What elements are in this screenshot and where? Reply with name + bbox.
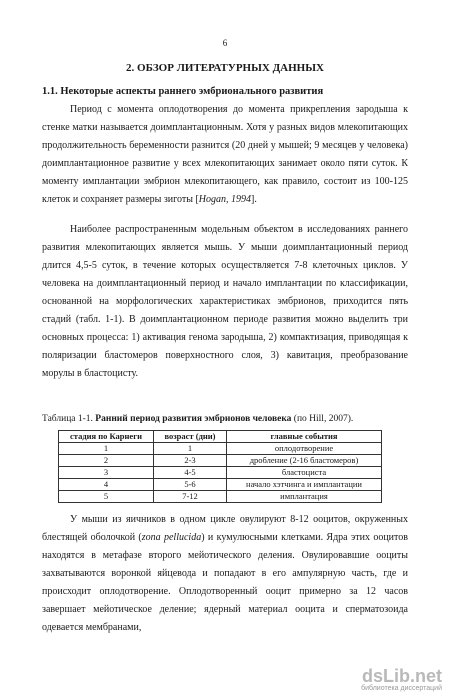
table-header-row bbox=[59, 431, 382, 443]
table-cell: 1 bbox=[59, 443, 154, 455]
paragraph-2-text: Наиболее распространенным модельным объектом в исследованиях раннего развития млекопитающих является мышь. У мыши доимплантационный период длится 4,5-5 суток, в течение которых осуществляется 7-8 клеточных циклов. У человека на доимплантационный период и начало имплантации по классификации, основанной на морфологических характеристиках эмбрионов, приходится пять стадий (табл. 1-1). В доимплантационном периоде развития можно выделить три основных процесса: 1) активация генома зародыша, 2) компактизация, приводящая к поляризации бластомеров поверхностного слоя, 3) кавитация, преобразование морулы в бластоцисту. bbox=[42, 224, 408, 379]
table-row bbox=[59, 479, 382, 491]
caption-title: Ранний период развития эмбрионов человека bbox=[95, 414, 292, 424]
page-number: 6 bbox=[222, 38, 228, 48]
table-cell: 1 bbox=[154, 443, 227, 455]
watermark-logo: dsLib.net bbox=[362, 666, 442, 686]
table-cell: имплантация bbox=[227, 491, 382, 503]
table-header-cell: возраст (дни) bbox=[154, 431, 227, 443]
watermark-subtitle: библиотека диссертаций bbox=[361, 685, 442, 692]
table-header-cell: главные события bbox=[227, 431, 382, 443]
table-cell: 4 bbox=[59, 479, 154, 491]
table-row bbox=[59, 491, 382, 503]
table-row bbox=[59, 443, 382, 455]
caption-prefix: Таблица 1-1. bbox=[42, 414, 96, 424]
section-title: 2. ОБЗОР ЛИТЕРАТУРНЫХ ДАННЫХ bbox=[126, 62, 324, 74]
table-caption bbox=[42, 414, 422, 424]
table-row bbox=[59, 467, 382, 479]
subsection-title: 1.1. Некоторые аспекты раннего эмбрионального развития bbox=[42, 86, 324, 97]
paragraph-1-text: Период с момента оплодотворения до момента прикрепления зародыша к стенке матки называется доимплантационным. Хотя у разных видов млекопитающих продолжительность беременности разнится (20 дней у мышей; 9 месяцев у человека) доимплантационное развитие у всех млекопитающих занимает около пяти суток. К моменту имплантации эмбрион млекопитающего, как правило, состоит из 100-125 клеток и сохраняет размеры зиготы [ bbox=[42, 104, 408, 205]
table-row bbox=[59, 455, 382, 467]
table-cell: 2-3 bbox=[154, 455, 227, 467]
table-cell: 5 bbox=[59, 491, 154, 503]
table-cell: начало хэтчинга и имплантации bbox=[227, 479, 382, 491]
caption-source: (по Hill, 2007). bbox=[291, 414, 354, 424]
table-cell: 3 bbox=[59, 467, 154, 479]
table-cell: дробление (2-16 бластомеров) bbox=[227, 455, 382, 467]
table-cell: 7-12 bbox=[154, 491, 227, 503]
table-cell: бластоциста bbox=[227, 467, 382, 479]
paragraph-1-end: ]. bbox=[251, 194, 257, 205]
table-cell: оплодотворение bbox=[227, 443, 382, 455]
table-header-cell: стадия по Карнеги bbox=[59, 431, 154, 443]
citation: Hogan, 1994 bbox=[198, 194, 252, 205]
table-cell: 4-5 bbox=[154, 467, 227, 479]
table-cell: 2 bbox=[59, 455, 154, 467]
watermark bbox=[312, 666, 442, 692]
paragraph-2 bbox=[42, 221, 408, 383]
paragraph-3 bbox=[42, 511, 408, 637]
paragraph-1 bbox=[42, 101, 408, 209]
paragraph-3-end: ) и кумулюсными клетками. Ядра этих ооцитов находятся в метафазе второго мейотического деления. Овулировавшие ооциты захватываются воронкой яйцевода и попадают в его ампулярную часть, где и происходит оплодотворение. Оплодотворенный ооцит примерно за 12 часов завершает мейотическое деление; ядерный материал ооцита и сперматозоида одевается мембранами, bbox=[42, 532, 408, 633]
table-cell: 5-6 bbox=[154, 479, 227, 491]
paragraph-3-text: У мыши из яичников в одном цикле овулируют 8-12 ооцитов, окруженных блестящей оболочкой ( bbox=[42, 514, 408, 543]
stages-table bbox=[58, 430, 382, 503]
latin-term: zona pellucida bbox=[141, 532, 202, 543]
